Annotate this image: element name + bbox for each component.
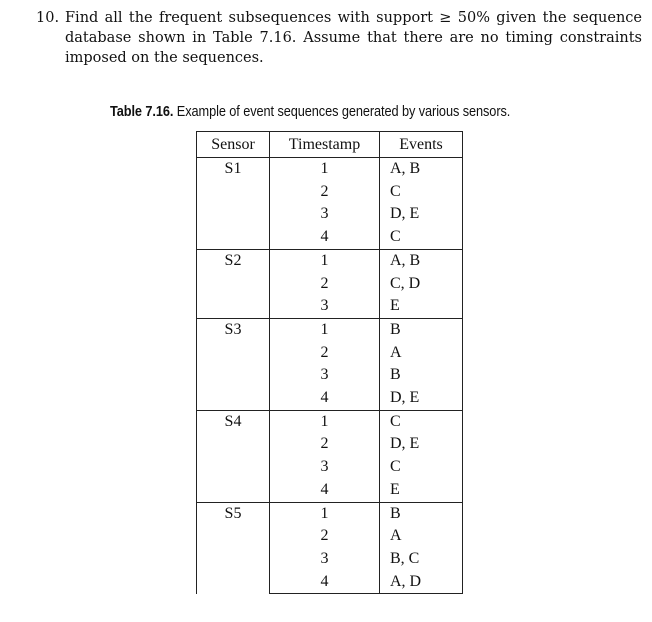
exercise-text: Find all the frequent subsequences with support ≥ 50% given the sequence database shown in Table 7.16. Assume that there are no timing constraints imposed on the sequences.	[65, 10, 642, 66]
timestamp-cell: 4	[270, 479, 380, 502]
events-cell: C	[380, 410, 463, 433]
events-cell: B	[380, 502, 463, 525]
timestamp-cell: 3	[270, 364, 380, 387]
sensor-cell: S1	[197, 158, 270, 250]
timestamp-cell: 1	[270, 502, 380, 525]
events-cell: E	[380, 295, 463, 318]
sensor-cell: S2	[197, 249, 270, 318]
timestamp-cell: 1	[270, 410, 380, 433]
events-cell: C, D	[380, 273, 463, 296]
timestamp-cell: 3	[270, 548, 380, 571]
table-header-row	[197, 132, 463, 158]
events-cell: B	[380, 364, 463, 387]
header-events: Events	[380, 132, 463, 158]
events-cell: B	[380, 318, 463, 341]
timestamp-cell: 2	[270, 433, 380, 456]
table-row	[197, 158, 463, 181]
timestamp-cell: 4	[270, 571, 380, 594]
table-body	[197, 158, 463, 594]
exercise-problem	[36, 8, 642, 68]
table-row	[197, 318, 463, 341]
events-cell: A	[380, 342, 463, 365]
events-cell: D, E	[380, 433, 463, 456]
table-row	[197, 502, 463, 525]
timestamp-cell: 2	[270, 181, 380, 204]
timestamp-cell: 1	[270, 318, 380, 341]
timestamp-cell: 1	[270, 249, 380, 272]
events-cell: D, E	[380, 387, 463, 410]
timestamp-cell: 4	[270, 226, 380, 249]
events-cell: B, C	[380, 548, 463, 571]
timestamp-cell: 3	[270, 295, 380, 318]
timestamp-cell: 3	[270, 456, 380, 479]
event-sequence-table	[196, 131, 463, 594]
exercise-number: 10.	[36, 10, 60, 26]
table-caption	[110, 104, 510, 120]
sensor-cell: S4	[197, 410, 270, 502]
sensor-cell: S3	[197, 318, 270, 410]
events-cell: C	[380, 181, 463, 204]
timestamp-cell: 2	[270, 273, 380, 296]
timestamp-cell: 2	[270, 525, 380, 548]
events-cell: A, B	[380, 249, 463, 272]
timestamp-cell: 4	[270, 387, 380, 410]
events-cell: A, D	[380, 571, 463, 594]
table-row	[197, 249, 463, 272]
table-caption-text: Example of event sequences generated by various sensors.	[176, 104, 511, 120]
header-timestamp: Timestamp	[270, 132, 380, 158]
events-cell: C	[380, 456, 463, 479]
timestamp-cell: 1	[270, 158, 380, 181]
sensor-cell: S5	[197, 502, 270, 594]
events-cell: A, B	[380, 158, 463, 181]
table-caption-label: Table 7.16.	[110, 104, 174, 120]
events-cell: C	[380, 226, 463, 249]
header-sensor: Sensor	[197, 132, 270, 158]
timestamp-cell: 3	[270, 203, 380, 226]
timestamp-cell: 2	[270, 342, 380, 365]
table-row	[197, 410, 463, 433]
events-cell: E	[380, 479, 463, 502]
events-cell: A	[380, 525, 463, 548]
events-cell: D, E	[380, 203, 463, 226]
